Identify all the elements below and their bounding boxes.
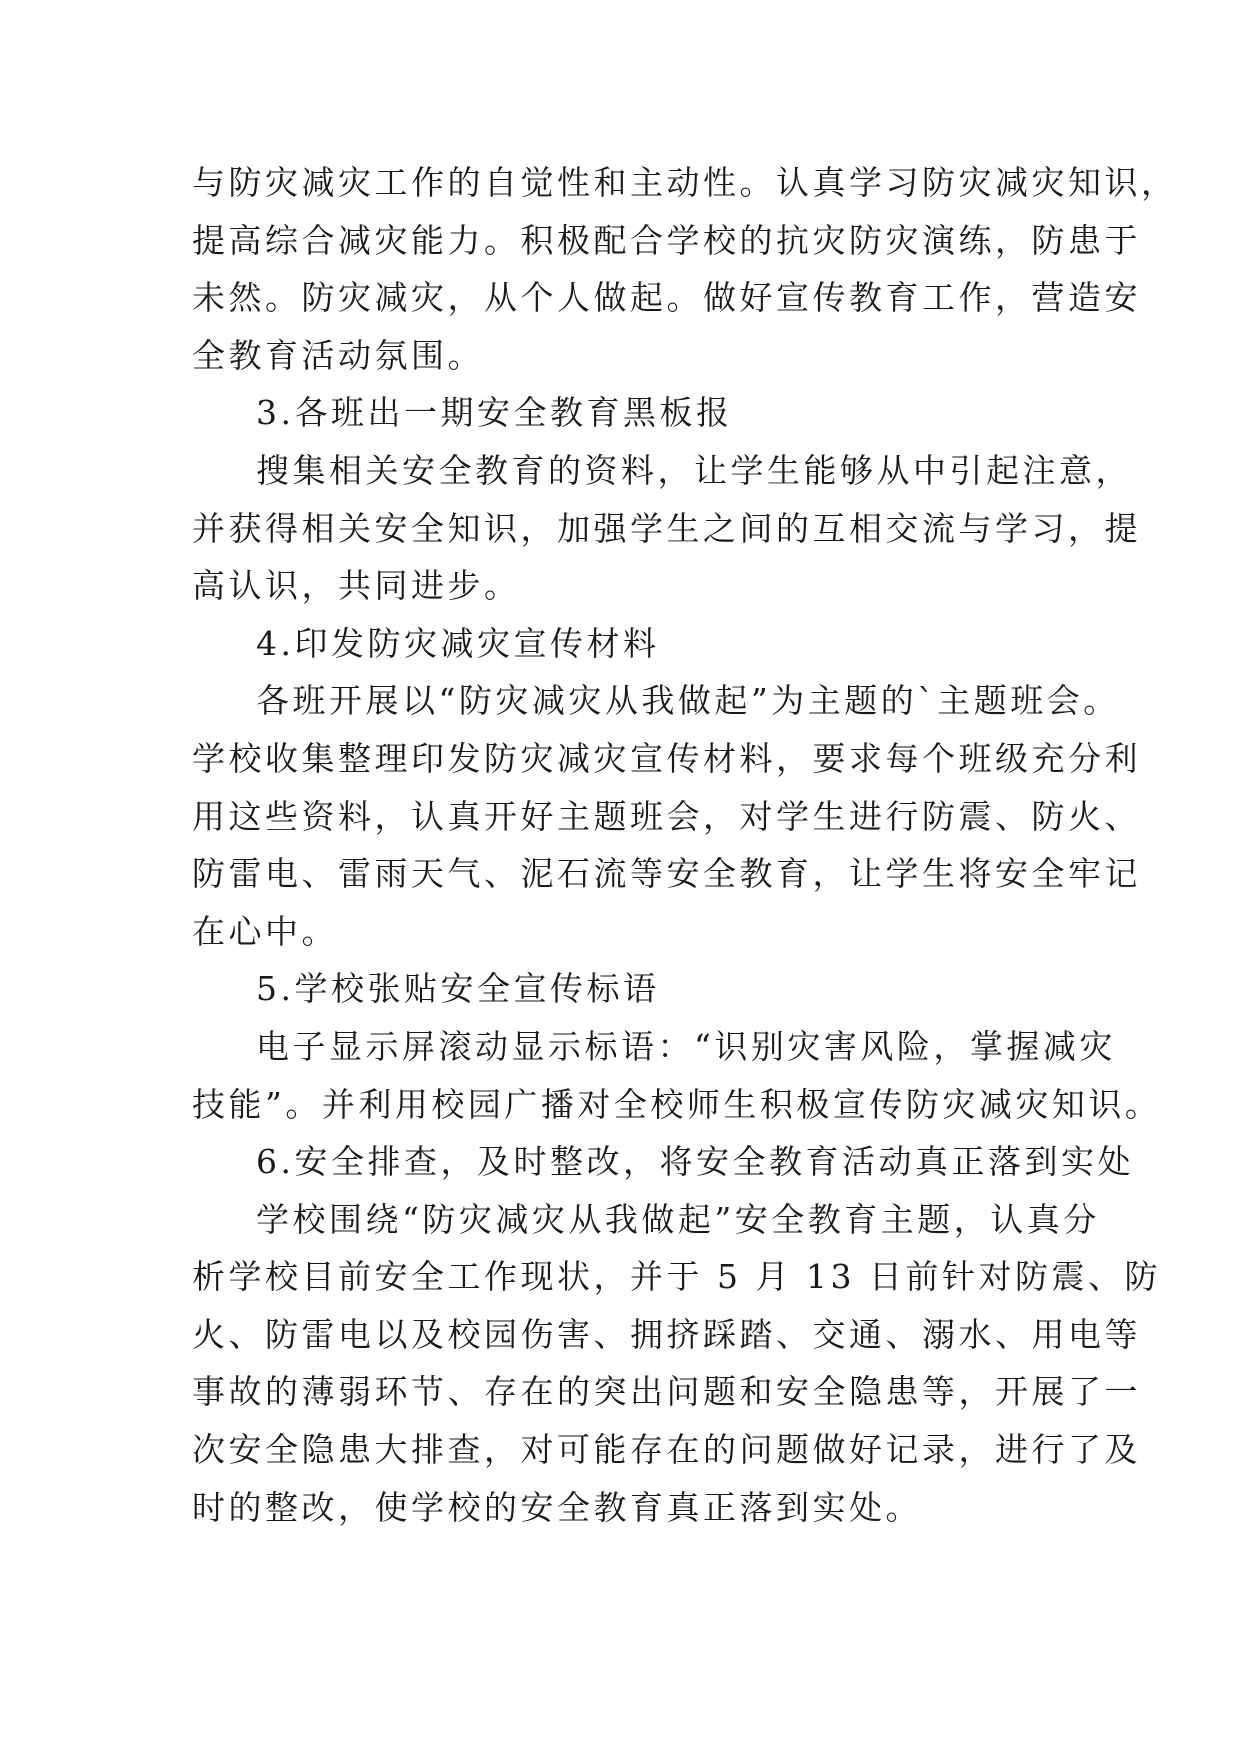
body-line: 事故的薄弱环节、存在的突出问题和安全隐患等，开展了一 (192, 1372, 1141, 1412)
body-line: 未然。防灾减灾，从个人做起。做好宣传教育工作，营造安 (192, 278, 1141, 318)
body-line: 在心中。 (192, 911, 338, 951)
body-line: 防雷电、雷雨天气、泥石流等安全教育，让学生将安全牢记 (192, 854, 1141, 894)
body-line: 全教育活动氛围。 (192, 335, 484, 375)
body-line: 次安全隐患大排查，对可能存在的问题做好记录，进行了及 (192, 1430, 1141, 1470)
body-line: 时的整改，使学校的安全教育真正落到实处。 (192, 1487, 922, 1527)
section-heading-5: 5.学校张贴安全宣传标语 (256, 969, 660, 1009)
document-body (192, 154, 1178, 1536)
body-line: 各班开展以“防灾减灾从我做起”为主题的`主题班会。 (256, 681, 1120, 721)
body-line: 提高综合减灾能力。积极配合学校的抗灾防灾演练，防患于 (192, 220, 1141, 260)
body-line: 并获得相关安全知识，加强学生之间的互相交流与学习，提 (192, 508, 1141, 548)
body-line: 学校收集整理印发防灾减灾宣传材料，要求每个班级充分利 (192, 738, 1141, 778)
section-heading-4: 4.印发防灾减灾宣传材料 (256, 623, 660, 663)
body-line: 搜集相关安全教育的资料，让学生能够从中引起注意， (256, 450, 1132, 490)
body-line: 用这些资料，认真开好主题班会，对学生进行防震、防火、 (192, 796, 1141, 836)
body-line: 与防灾减灾工作的自觉性和主动性。认真学习防灾减灾知识， (192, 163, 1178, 202)
body-line: 析学校目前安全工作现状，并于 5 月 13 日前针对防震、防 (192, 1257, 1161, 1297)
section-heading-3: 3.各班出一期安全教育黑板报 (256, 393, 733, 433)
body-line: 火、防雷电以及校园伤害、拥挤踩踏、交通、溺水、用电等 (192, 1314, 1141, 1354)
body-line: 学校围绕“防灾减灾从我做起”安全教育主题，认真分 (256, 1199, 1100, 1239)
section-heading-6: 6.安全排查，及时整改，将安全教育活动真正落到实处 (256, 1142, 1134, 1182)
body-line: 电子显示屏滚动显示标语：“识别灾害风险，掌握减灾 (256, 1026, 1116, 1066)
body-line: 技能”。并利用校园广播对全校师生积极宣传防灾减灾知识。 (192, 1084, 1162, 1124)
body-line: 高认识，共同进步。 (192, 566, 521, 606)
